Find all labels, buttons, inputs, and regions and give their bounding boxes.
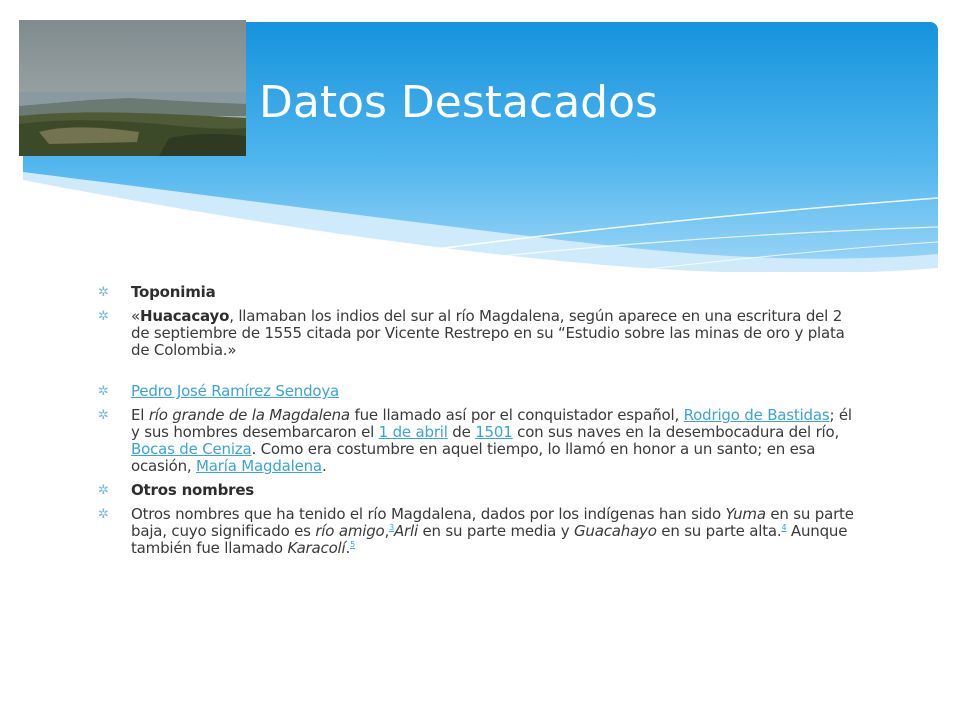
- text-segment: en su parte media y: [417, 522, 574, 540]
- text-segment: ,: [384, 522, 390, 540]
- bullet-star-icon: ✲: [98, 384, 109, 399]
- slide-title: Datos Destacados: [259, 77, 658, 128]
- text-segment: en su parte baja, cuyo significado es: [131, 505, 854, 540]
- bullet-star-icon: ✲: [98, 309, 109, 324]
- bullet-rio-grande: [98, 407, 858, 475]
- bullet-source-link: [98, 383, 858, 400]
- bullet-otros-nombres-heading: [98, 482, 858, 499]
- landscape-photo: [19, 20, 246, 156]
- text-segment: . Como era costumbre en aquel tiempo, lo llamó en honor a un santo; en esa ocasión,: [131, 440, 816, 475]
- footnote-ref-4[interactable]: 4: [781, 523, 787, 532]
- text-segment: Aunque también fue llamado: [131, 522, 848, 557]
- text-segment: con sus naves en la desembocadura del río,: [512, 423, 840, 441]
- term-guacahayo: Guacahayo: [574, 522, 657, 540]
- text-segment: en su parte alta.: [656, 522, 782, 540]
- term-arli: Arli: [393, 522, 418, 540]
- link-bocas-de-ceniza[interactable]: Bocas de Ceniza: [131, 440, 252, 458]
- bullet-star-icon: ✲: [98, 408, 109, 423]
- text-segment: de: [447, 423, 476, 441]
- huacacayo-text: , llamaban los indios del sur al río Magdalena, según aparece en una escritura del 2 de septiembre de 1555 citada por Vicente Restrepo en su “Estudio sobre las minas de oro y plata de Colombia.»: [131, 307, 845, 359]
- bullet-star-icon: ✲: [98, 483, 109, 498]
- bullet-huacacayo: [98, 308, 858, 359]
- text-segment: fue llamado así por el conquistador español,: [349, 406, 684, 424]
- heading-toponimia: Toponimia: [131, 283, 216, 301]
- heading-otros-nombres: Otros nombres: [131, 481, 255, 499]
- text-segment: .: [345, 539, 351, 557]
- text-segment: .: [321, 457, 327, 475]
- term-yuma: Yuma: [725, 505, 766, 523]
- bullet-toponimia: [98, 284, 858, 301]
- bullet-star-icon: ✲: [98, 507, 109, 522]
- quote-open: «: [131, 307, 140, 325]
- footnote-ref-5[interactable]: 5: [350, 540, 355, 549]
- term-rio-amigo: río amigo: [315, 522, 385, 540]
- link-maria-magdalena[interactable]: María Magdalena: [196, 457, 322, 475]
- bullet-star-icon: ✲: [98, 285, 109, 300]
- text-segment: Otros nombres que ha tenido el río Magdalena, dados por los indígenas han sido: [131, 505, 726, 523]
- term-huacacayo: Huacacayo: [139, 307, 230, 325]
- link-pedro-jose-ramirez-sendoya[interactable]: Pedro José Ramírez Sendoya: [131, 382, 340, 400]
- text-segment: ; él y sus hombres desembarcaron el: [131, 406, 852, 441]
- link-rodrigo-de-bastidas[interactable]: Rodrigo de Bastidas: [683, 406, 830, 424]
- link-1-de-abril[interactable]: 1 de abril: [378, 423, 448, 441]
- term-rio-grande: río grande de la Magdalena: [148, 406, 350, 424]
- bullet-otros-nombres: [98, 506, 858, 557]
- term-karacoli: Karacolí: [287, 539, 346, 557]
- bullet-list: [98, 284, 858, 564]
- footnote-ref-3[interactable]: 3: [389, 523, 394, 532]
- text-segment: El: [131, 406, 149, 424]
- link-1501[interactable]: 1501: [475, 423, 513, 441]
